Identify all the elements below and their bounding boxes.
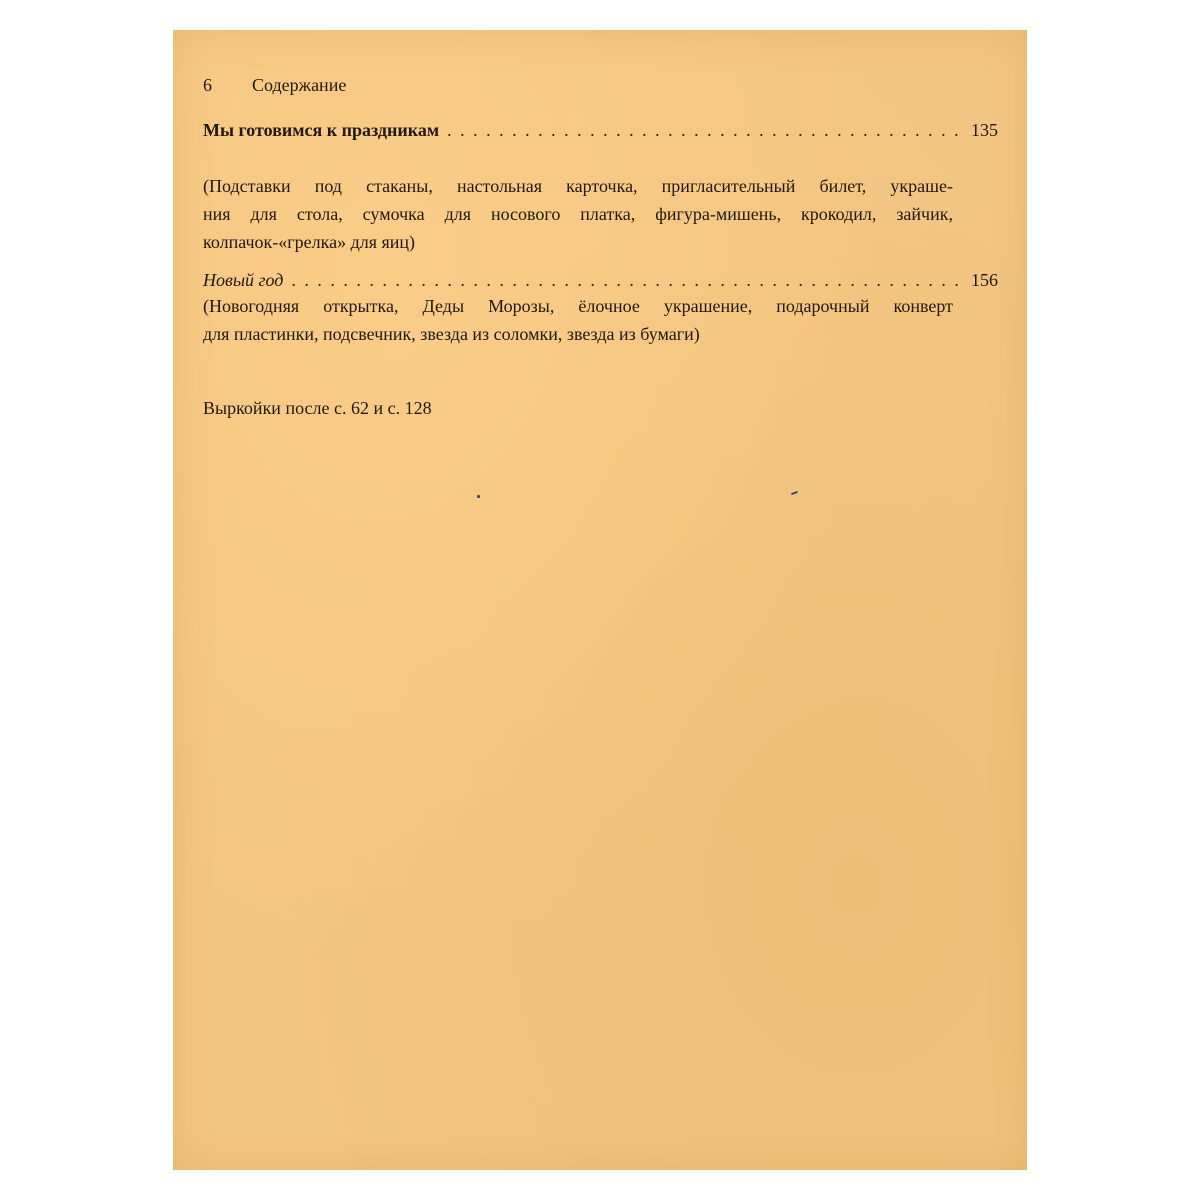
description-line: ния для стола, сумочка для носового платка, фигура-мишень, крокодил, зайчик, <box>203 204 953 224</box>
paper-speck <box>477 495 480 498</box>
toc-entry-page: 135 <box>971 120 998 140</box>
toc-entry-new-year <box>203 270 998 291</box>
description-line: колпачок-«грелка» для яиц) <box>203 232 416 252</box>
toc-entry-holidays <box>203 120 998 141</box>
running-title: Содержание <box>252 75 347 95</box>
toc-entry-page: 156 <box>971 270 998 290</box>
description-line: (Новогодняя открытка, Деды Морозы, ёлочное украшение, подарочный конверт <box>203 296 953 316</box>
toc-entry-title: Новый год <box>203 270 284 290</box>
toc-entry-title: Мы готовимся к праздникам <box>203 120 440 140</box>
page-number: 6 <box>203 75 212 95</box>
description-line: для пластинки, подсвечник, звезда из соломки, звезда из бумаги) <box>203 324 700 344</box>
running-head <box>203 75 346 96</box>
dot-leader <box>447 120 963 141</box>
toc-entry-description <box>203 172 953 256</box>
book-page <box>173 30 1027 1170</box>
dot-leader <box>291 270 963 291</box>
description-line: (Подставки под стаканы, настольная карточка, пригласительный билет, украше- <box>203 176 953 196</box>
patterns-note: Выркойки после с. 62 и с. 128 <box>203 398 432 418</box>
toc-entry-description <box>203 292 953 348</box>
paper-speck <box>791 491 798 495</box>
